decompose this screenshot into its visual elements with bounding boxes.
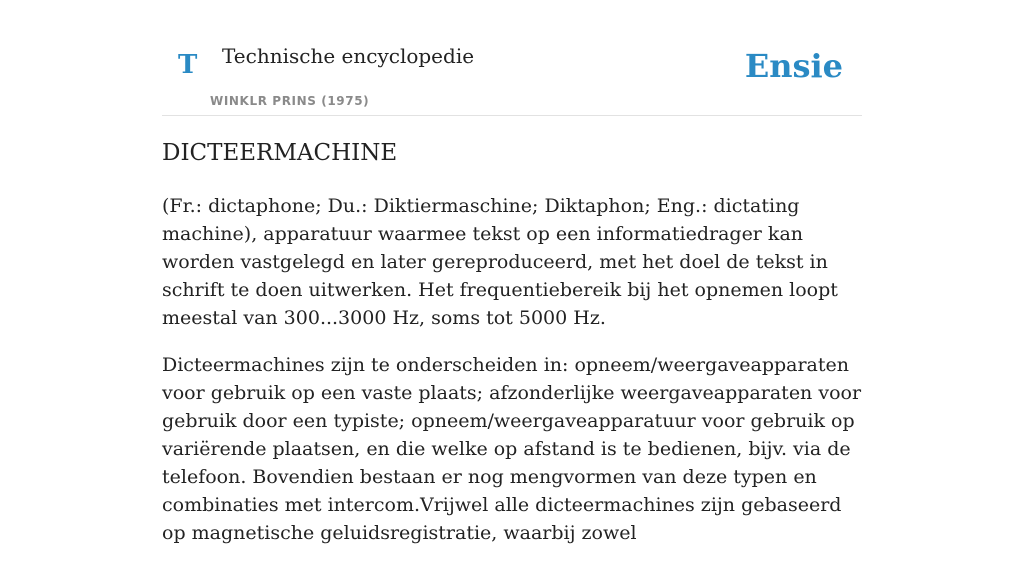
entry-title: DICTEERMACHINE xyxy=(162,140,398,166)
book-source: WINKLR PRINS (1975) xyxy=(210,94,370,108)
book-title[interactable]: Technische encyclopedie xyxy=(222,44,475,68)
entry-paragraph: Dicteermachines zijn te onderscheiden in: opneem/weergaveapparaten voor gebruik op een vaste plaats; afzonderlijke weergaveapparaten voor gebruik door een typiste; opneem/weergaveapparatuur voor gebruik op variërende plaatsen, en die welke op afstand is te bedienen, bijv. via de telefoon. Bovendien bestaan er nog mengvormen van deze typen en combinaties met intercom.Vrijwel alle dicteermachines zijn gebaseerd op magnetische geluidsregistratie, waarbij zowel xyxy=(162,354,862,544)
book-letter-link[interactable]: T xyxy=(178,50,198,80)
entry-paragraph: (Fr.: dictaphone; Du.: Diktiermaschine; Diktaphon; Eng.: dictating machine), apparatuur waarmee tekst op een informatiedrager kan worden vastgelegd en later gereproduceerd, met het doel de tekst in schrift te doen uitwerken. Het frequentiebereik bij het opnemen loopt meestal van 300...3000 Hz, soms tot 5000 Hz. xyxy=(162,195,838,329)
book-header xyxy=(162,0,862,116)
ensie-logo[interactable]: Ensie xyxy=(744,47,843,85)
entry-body xyxy=(162,192,868,566)
